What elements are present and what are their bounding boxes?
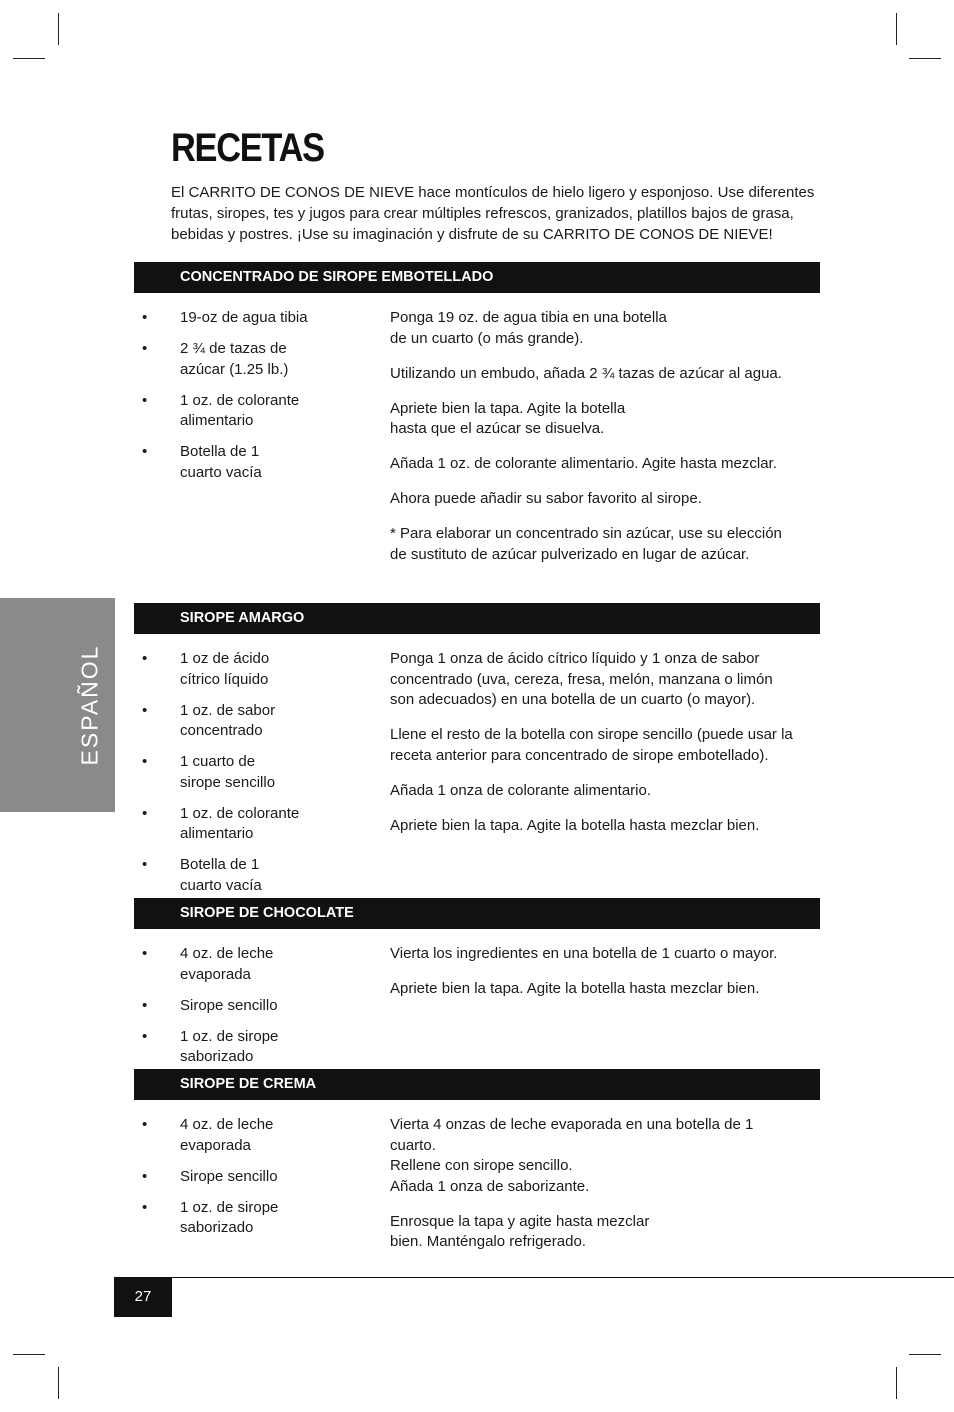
bullet: • — [142, 945, 148, 962]
ingredient-item — [134, 339, 374, 380]
bullet: • — [142, 701, 148, 719]
ingredient-text: 1 oz. de colorante alimentario — [180, 804, 300, 842]
language-tab-label: ESPAÑOL — [76, 644, 103, 766]
bullet: • — [142, 856, 148, 873]
ingredient-item — [134, 1167, 374, 1188]
ingredient-item — [134, 391, 374, 432]
bullet: • — [142, 804, 148, 822]
instruction-list — [390, 1115, 820, 1267]
bullet: • — [142, 1027, 148, 1045]
instruction-paragraph: * Para elaborar un concentrado sin azúcar, use su elección de sustituto de azúcar pulverizado en lugar de azúcar. — [390, 525, 782, 563]
ingredient-list — [134, 649, 374, 907]
instruction-paragraph: Apriete bien la tapa. Agite la botella hasta mezclar bien. — [390, 816, 760, 834]
instruction-paragraph: Enrosque la tapa y agite hasta mezclar bien. Manténgalo refrigerado. — [390, 1212, 650, 1250]
instruction-paragraph: Apriete bien la tapa. Agite la botella hasta mezclar bien. — [390, 980, 760, 997]
page-number: 27 — [114, 1277, 172, 1317]
ingredient-item — [134, 855, 374, 896]
instruction-list — [390, 308, 820, 580]
ingredient-list — [134, 944, 374, 1078]
ingredient-text: 1 oz. de sirope saborizado — [180, 1198, 279, 1236]
instruction-list — [390, 944, 820, 1014]
crop-mark — [909, 1354, 941, 1355]
crop-mark — [909, 58, 941, 59]
section-heading: SIROPE DE CREMA — [134, 1069, 820, 1100]
footer-rule — [114, 1277, 954, 1278]
recipe-section-sour-syrup — [134, 603, 820, 894]
ingredient-item — [134, 1198, 374, 1239]
ingredient-text: 1 oz de ácido cítrico líquido — [180, 650, 270, 688]
ingredient-item — [134, 701, 374, 742]
bullet: • — [142, 1116, 148, 1133]
ingredient-text: Botella de 1 cuarto vacía — [180, 856, 262, 894]
instruction-paragraph: Añada 1 oz. de colorante alimentario. Agite hasta mezclar. — [390, 455, 777, 472]
instruction-paragraph: Añada 1 onza de colorante alimentario. — [390, 781, 652, 799]
bullet: • — [142, 309, 148, 326]
section-heading: SIROPE DE CHOCOLATE — [134, 898, 820, 929]
ingredient-item — [134, 649, 374, 690]
ingredient-item — [134, 752, 374, 793]
ingredient-text: 19-oz de agua tibia — [180, 309, 308, 326]
ingredient-item — [134, 804, 374, 845]
ingredient-item — [134, 944, 374, 985]
ingredient-text: 2 ¾ de tazas de azúcar (1.25 lb.) — [180, 340, 289, 378]
ingredient-text: Sirope sencillo — [180, 1167, 278, 1185]
recipe-section-chocolate-syrup — [134, 898, 820, 1065]
ingredient-text: 1 oz. de sabor concentrado — [180, 701, 276, 739]
section-heading: SIROPE AMARGO — [134, 603, 820, 634]
bullet: • — [142, 1198, 148, 1216]
ingredient-item — [134, 308, 374, 329]
ingredient-item — [134, 1115, 374, 1156]
ingredient-text: 4 oz. de leche evaporada — [180, 945, 274, 983]
instruction-paragraph: Ponga 1 onza de ácido cítrico líquido y 1 onza de sabor concentrado (uva, cereza, fresa, melón, manzana o limón son adecuados) en una botella de un cuarto (o mayor). — [390, 650, 773, 708]
ingredient-text: 1 oz. de colorante alimentario — [180, 391, 300, 429]
crop-mark — [896, 1367, 897, 1399]
bullet: • — [142, 650, 148, 667]
instruction-list — [390, 649, 820, 851]
ingredient-text: 4 oz. de leche evaporada — [180, 1116, 274, 1154]
ingredient-item — [134, 996, 374, 1017]
bullet: • — [142, 443, 148, 460]
instruction-paragraph: Ahora puede añadir su sabor favorito al sirope. — [390, 490, 702, 507]
recipe-section-cream-syrup — [134, 1069, 820, 1250]
crop-mark — [58, 1367, 59, 1399]
intro-paragraph: El CARRITO DE CONOS DE NIEVE hace montículos de hielo ligero y esponjoso. Use diferentes frutas, siropes, tes y jugos para crear múltiples refrescos, granizados, platillos bajos de grasa, bebidas y postres. ¡Use su imaginación y disfrute de su CARRITO DE CONOS DE NIEVE! — [171, 184, 815, 243]
bullet: • — [142, 996, 148, 1014]
crop-mark — [896, 13, 897, 45]
ingredient-text: 1 oz. de sirope saborizado — [180, 1027, 279, 1065]
ingredient-text: 1 cuarto de sirope sencillo — [180, 753, 276, 791]
instruction-paragraph: Ponga 19 oz. de agua tibia en una botella de un cuarto (o más grande). — [390, 309, 667, 347]
crop-mark — [13, 58, 45, 59]
ingredient-item — [134, 1027, 374, 1068]
ingredient-item — [134, 442, 374, 483]
bullet: • — [142, 753, 148, 770]
ingredient-list — [134, 308, 374, 494]
crop-mark — [58, 13, 59, 45]
recipe-section-bottled-syrup — [134, 262, 820, 563]
ingredient-text: Botella de 1 cuarto vacía — [180, 443, 262, 481]
instruction-paragraph: Apriete bien la tapa. Agite la botella hasta que el azúcar se disuelva. — [390, 399, 626, 437]
instruction-paragraph: Llene el resto de la botella con sirope sencillo (puede usar la receta anterior para concentrado de sirope embotellado). — [390, 726, 793, 764]
crop-mark — [13, 1354, 45, 1355]
instruction-paragraph: Vierta los ingredientes en una botella de 1 cuarto o mayor. — [390, 945, 778, 962]
ingredient-text: Sirope sencillo — [180, 996, 278, 1014]
instruction-paragraph: Utilizando un embudo, añada 2 ¾ tazas de azúcar al agua. — [390, 364, 782, 382]
bullet: • — [142, 391, 148, 409]
instruction-paragraph: Vierta 4 onzas de leche evaporada en una botella de 1 cuarto. Rellene con sirope sencillo. Añada 1 onza de saborizante. — [390, 1116, 754, 1195]
page-title: RECETAS — [171, 126, 324, 170]
section-heading: CONCENTRADO DE SIROPE EMBOTELLADO — [134, 262, 820, 293]
bullet: • — [142, 340, 148, 357]
bullet: • — [142, 1167, 148, 1185]
ingredient-list — [134, 1115, 374, 1249]
